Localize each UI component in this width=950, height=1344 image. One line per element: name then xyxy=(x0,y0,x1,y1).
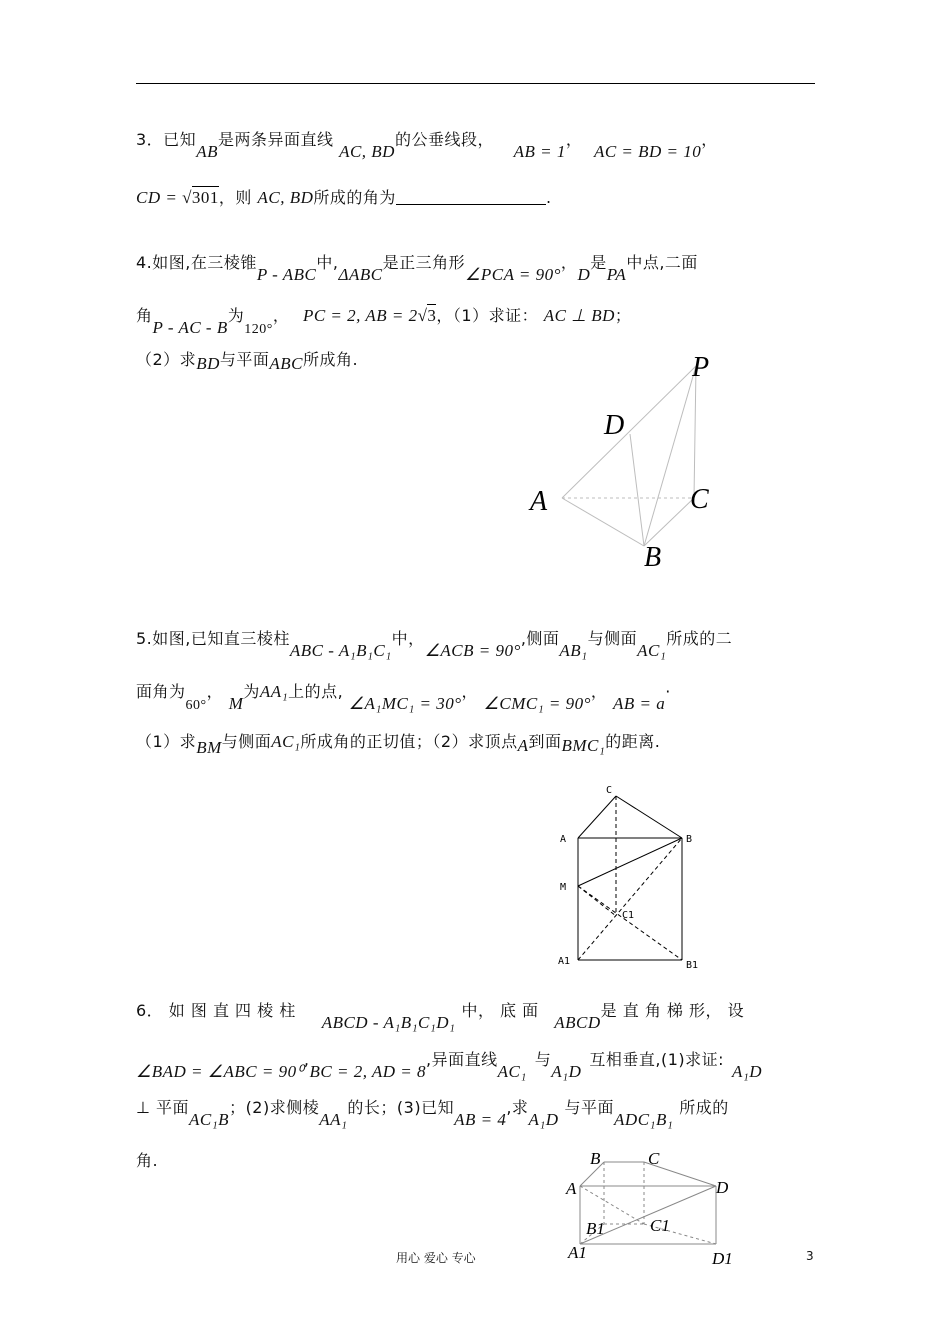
triangular-prism-figure xyxy=(552,778,712,978)
label-B: B xyxy=(590,1149,601,1168)
problem-3-line-2: CD = √301，则 AC, BD所成的角为 . xyxy=(136,188,552,207)
label-B1: B1 xyxy=(586,1219,605,1238)
problem-4-line-1: 4.如图,在三棱锥P - ABC中,ΔABC是正三角形∠PCA = 90°，D是PA中点,二面 xyxy=(136,253,698,284)
problem-5-line-1: 5.如图,已知直三棱柱ABC - A₁B₁C₁中，∠ACB = 90°,侧面AB₁与侧面AC₁所成的二 xyxy=(136,629,733,660)
problem-3-line-1: 3．已知AB是两条异面直线 AC, BD的公垂线段， AB = 1， AC = BD = 10， xyxy=(136,130,718,161)
label-P: P xyxy=(692,352,710,383)
label-A1: A1 xyxy=(568,1243,587,1262)
label-D: D xyxy=(604,410,625,441)
problem-5-line-3: （1）求BM与侧面AC₁所成角的正切值；（2）求顶点A到面BMC₁的距离. xyxy=(136,732,661,757)
edge-BC xyxy=(644,498,694,546)
edge-DB xyxy=(630,434,644,546)
problem-6-line-2: ∠BAD = ∠ABC = 90⁰,BC = 2, AD = 8,异面直线AC₁与A₁D互相垂直,(1)求证:A₁D xyxy=(136,1050,763,1081)
problem-6-line-4: 角. xyxy=(136,1151,159,1170)
footer-motto: 用心 爱心 专心 xyxy=(396,1251,476,1265)
problem-5-line-2: 面角为60°， M为AA₁上的点, ∠A₁MC₁ = 30°， ∠CMC₁ = 90°， AB = a· xyxy=(136,682,671,713)
label-C: C xyxy=(648,1149,660,1168)
problem-6-line-3: ⊥ 平面AC₁B；(2)求侧棱AA₁的长；(3)已知AB = 4,求A₁D与平面ADC₁B₁所成的 xyxy=(136,1098,729,1129)
edge-PC xyxy=(694,366,696,498)
label-A: A xyxy=(560,834,567,845)
label-C1: C1 xyxy=(622,910,635,921)
label-M: M xyxy=(560,882,567,893)
label-A1: A1 xyxy=(558,956,571,967)
problem-6-line-1: 6． 如 图 直 四 棱 柱ABCD - A₁B₁C₁D₁中， 底 面 ABCD是 直 角 梯 形， 设 xyxy=(136,1001,745,1032)
edge-AB xyxy=(562,498,644,546)
pyramid-figure xyxy=(520,350,740,570)
answer-blank xyxy=(396,188,546,205)
problem-4-line-2: 角P - AC - B为120°， PC = 2, AB = 2√3，（1）求证： AC ⊥ BD； xyxy=(136,306,632,337)
label-B: B xyxy=(644,542,662,570)
label-B: B xyxy=(686,834,693,845)
label-D: D xyxy=(716,1178,729,1197)
label-C: C xyxy=(606,785,613,796)
problem-4-line-3: （2）求BD与平面ABC所成角. xyxy=(136,350,359,373)
edge-PB xyxy=(644,366,696,546)
label-C: C xyxy=(690,484,709,515)
label-C1: C1 xyxy=(650,1216,670,1235)
edge-AP xyxy=(562,366,696,498)
label-A: A xyxy=(566,1179,577,1198)
header-rule xyxy=(136,83,815,84)
page-number: 3 xyxy=(806,1249,814,1263)
quadrilateral-prism-figure xyxy=(560,1146,750,1276)
label-D1: D1 xyxy=(712,1249,733,1268)
label-B1: B1 xyxy=(686,960,699,971)
label-A: A xyxy=(530,486,548,517)
